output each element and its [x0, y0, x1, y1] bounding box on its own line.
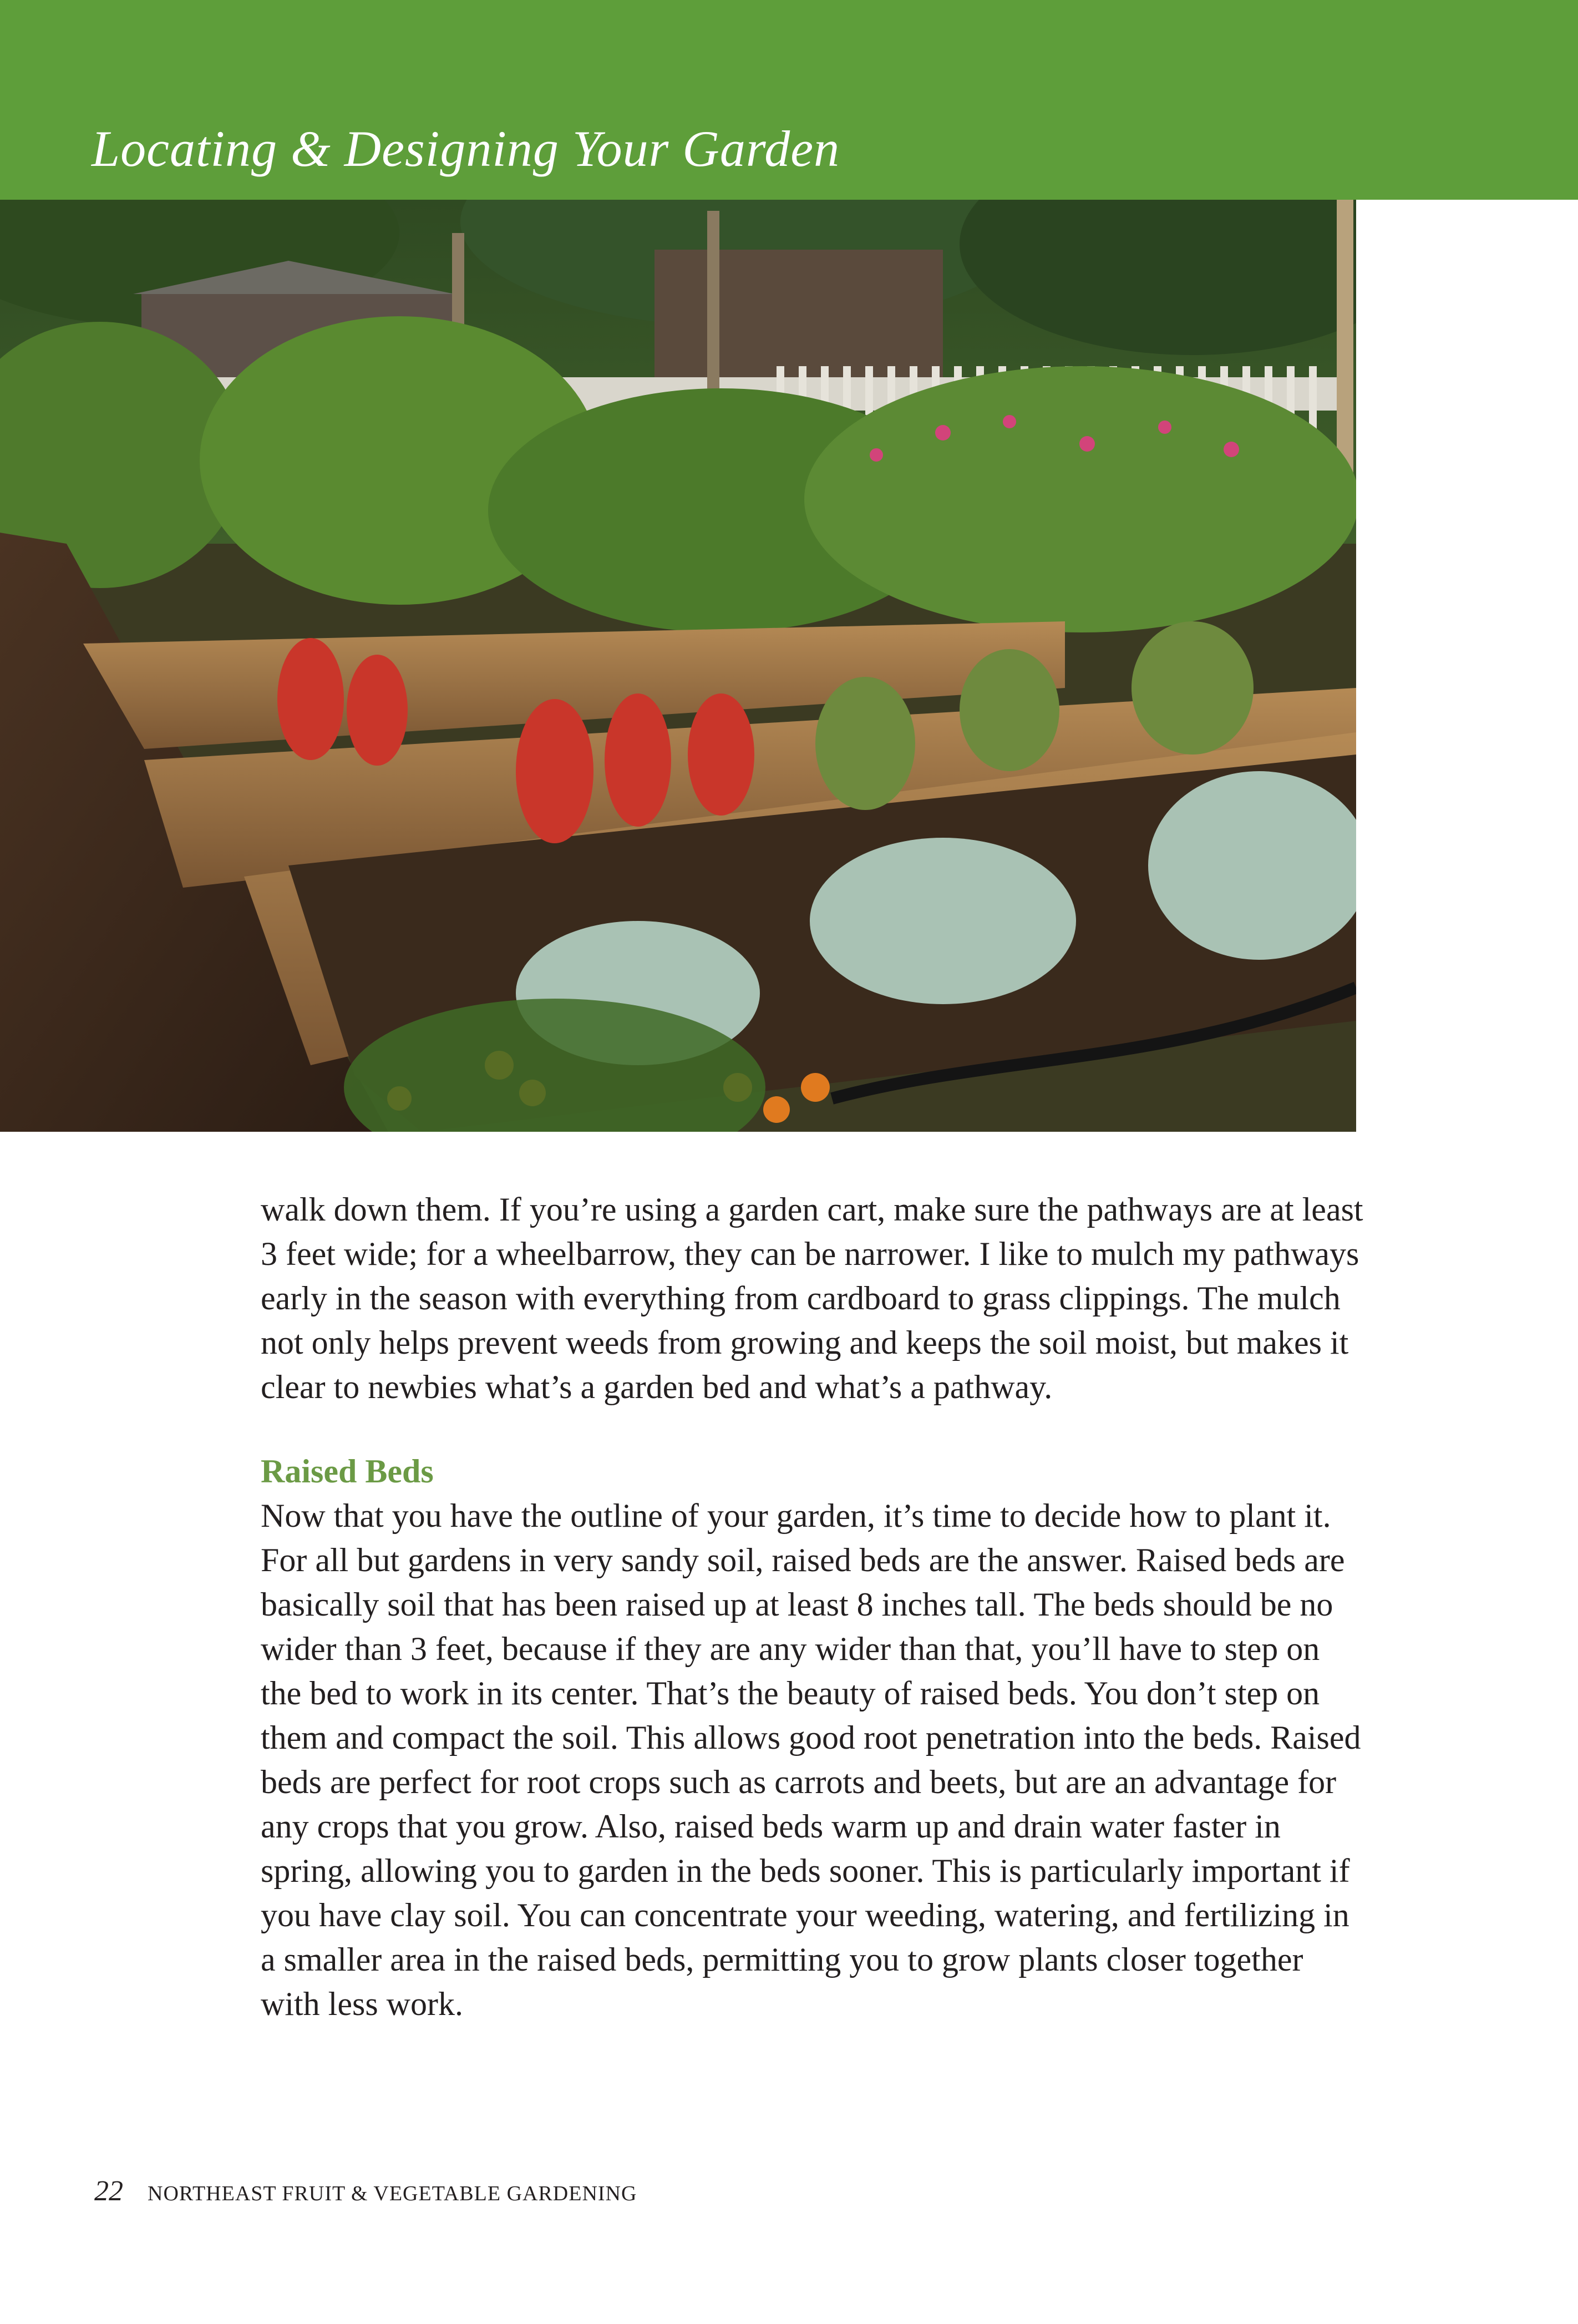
chapter-title: Locating & Designing Your Garden [92, 120, 840, 177]
book-title: NORTHEAST FRUIT & VEGETABLE GARDENING [148, 2182, 637, 2205]
continuation-paragraph: walk down them. If you’re using a garden cart, make sure the pathways are at least 3 feet wide; for a wheelbarrow, they can be narrower. I like to mulch my pathways early in the season with everything from cardboard to grass clippings. The mulch not only helps prevent weeds from growing and keeps the soil moist, but makes it clear to newbies what’s a garden bed and what’s a pathway. [261, 1191, 1363, 1405]
garden-photo [0, 200, 1356, 1132]
chapter-header-band [0, 0, 1578, 200]
page-number: 22 [94, 2175, 123, 2207]
section-heading-raised-beds: Raised Beds [261, 1453, 434, 1490]
page-footer [94, 2175, 637, 2207]
plant-clump [804, 366, 1356, 632]
raised-beds-paragraph: Now that you have the outline of your garden, it’s time to decide how to plant it. For all but gardens in very sandy soil, raised beds are the answer. Raised beds are basically soil that has been raised up at least 8 inches tall. The beds should be no wider than 3 feet, because if they are any wider than that, you’ll have to step on the bed to work in its center. That’s the beauty of raised beds. You don’t step on them and compact the soil. This allows good root penetration into the beds. Raised beds are perfect for root crops such as carrots and beets, but are an advantage for any crops that you grow. Also, raised beds warm up and drain water faster in spring, allowing you to garden in the beds sooner. This is particularly important if you have clay soil. You can concentrate your weeding, watering, and fertilizing in a smaller area in the raised beds, permitting you to grow plants closer together with less work. [261, 1497, 1361, 2022]
fence-post [1337, 200, 1353, 477]
body-text [261, 1187, 1364, 2026]
